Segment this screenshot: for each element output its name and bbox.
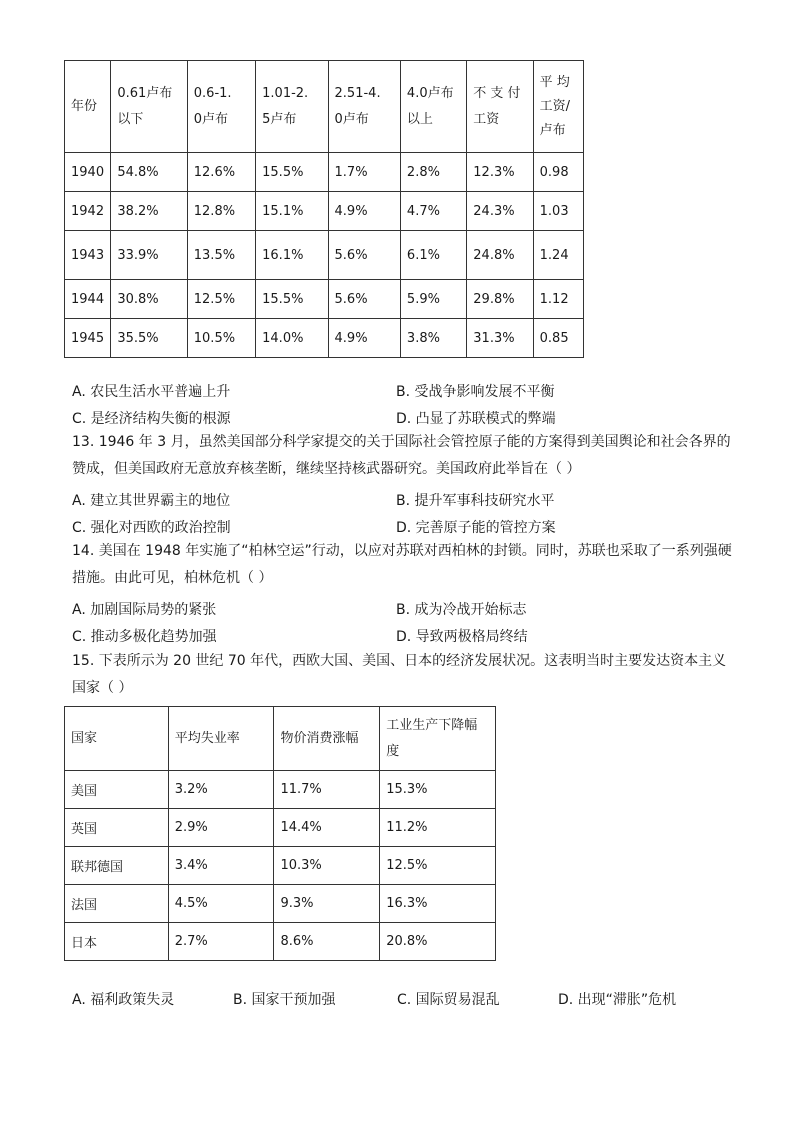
table-cell: 0.85	[533, 319, 583, 358]
table-cell: 1942	[65, 192, 111, 231]
table-cell: 2.9%	[168, 809, 274, 847]
q12-option-d[interactable]: D. 凸显了苏联模式的弊端	[396, 411, 556, 427]
table-row	[65, 153, 584, 192]
table-cell: 35.5%	[111, 319, 187, 358]
table-cell: 8.6%	[274, 923, 380, 961]
table-header-row	[65, 707, 496, 771]
table-cell: 5.6%	[328, 280, 400, 319]
header-line: 平 均	[539, 74, 570, 90]
table-cell: 24.8%	[467, 231, 533, 280]
q13-option-b[interactable]: B. 提升军事科技研究水平	[396, 493, 555, 509]
q12-options-row-1	[72, 381, 772, 405]
table-cell: 英国	[65, 809, 169, 847]
q13-stem: 13. 1946 年 3 月，虽然美国部分科学家提交的关于国际社会管控原子能的方案得到美国舆论和社会各界的赞成，但美国政府无意放弃核垄断，继续坚持核武器研究。美国政府此举旨在（ ）	[72, 434, 731, 477]
header-line: 卢布	[539, 122, 566, 138]
table-cell: 联邦德国	[65, 847, 169, 885]
header-cell	[328, 61, 400, 153]
header-line: 0.61卢布	[117, 85, 173, 101]
q15-option-a[interactable]: A. 福利政策失灵	[72, 992, 175, 1008]
table-cell: 1.03	[533, 192, 583, 231]
table-cell: 11.7%	[274, 771, 380, 809]
header-line: 物价消费涨幅	[280, 730, 359, 746]
q15-option-b[interactable]: B. 国家干预加强	[233, 992, 336, 1008]
table-header-row	[65, 61, 584, 153]
table-cell: 1.24	[533, 231, 583, 280]
table-cell: 2.8%	[400, 153, 466, 192]
table-cell: 11.2%	[380, 809, 496, 847]
table-cell: 15.5%	[256, 153, 328, 192]
table-row	[65, 771, 496, 809]
header-line: 工业生产下降幅	[386, 717, 478, 733]
header-cell	[274, 707, 380, 771]
table-row	[65, 847, 496, 885]
table-cell: 1.12	[533, 280, 583, 319]
q12-option-c[interactable]: C. 是经济结构失衡的根源	[72, 411, 231, 427]
table-cell: 美国	[65, 771, 169, 809]
header-cell	[111, 61, 187, 153]
table-row	[65, 923, 496, 961]
table-row	[65, 280, 584, 319]
table-cell: 54.8%	[111, 153, 187, 192]
q14-option-b[interactable]: B. 成为冷战开始标志	[396, 602, 527, 618]
table-cell: 3.8%	[400, 319, 466, 358]
table-cell: 15.3%	[380, 771, 496, 809]
header-line: 国家	[71, 730, 98, 746]
header-line: 0卢布	[334, 111, 369, 127]
table-cell: 9.3%	[274, 885, 380, 923]
header-line: 1.01-2.	[262, 85, 309, 101]
q15-option-c[interactable]: C. 国际贸易混乱	[397, 992, 500, 1008]
table-cell: 10.5%	[187, 319, 255, 358]
table-row	[65, 809, 496, 847]
q14-options-row-2	[72, 626, 772, 650]
table-row	[65, 319, 584, 358]
table-cell: 30.8%	[111, 280, 187, 319]
q13-option-c[interactable]: C. 强化对西欧的政治控制	[72, 520, 231, 536]
table-cell: 6.1%	[400, 231, 466, 280]
q13-options-row-1	[72, 490, 772, 514]
table-cell: 12.3%	[467, 153, 533, 192]
table-cell: 33.9%	[111, 231, 187, 280]
header-line: 以下	[117, 111, 144, 127]
table-cell: 1945	[65, 319, 111, 358]
q14-stem: 14. 美国在 1948 年实施了“柏林空运”行动，以应对苏联对西柏林的封锁。同时，苏联也采取了一系列强硬措施。由此可见，柏林危机（ ）	[72, 543, 732, 586]
table-cell: 16.3%	[380, 885, 496, 923]
q15-option-d[interactable]: D. 出现“滞胀”危机	[558, 992, 677, 1008]
table-cell: 31.3%	[467, 319, 533, 358]
table-cell: 5.6%	[328, 231, 400, 280]
header-line: 度	[386, 743, 400, 759]
table-cell: 4.9%	[328, 192, 400, 231]
header-cell	[400, 61, 466, 153]
header-cell	[256, 61, 328, 153]
q15-options-row	[72, 989, 772, 1013]
header-cell	[187, 61, 255, 153]
table-cell: 日本	[65, 923, 169, 961]
header-line: 工资	[473, 111, 500, 127]
table-cell: 12.5%	[380, 847, 496, 885]
table-cell: 16.1%	[256, 231, 328, 280]
table-cell: 14.4%	[274, 809, 380, 847]
header-line: 2.51-4.	[334, 85, 381, 101]
table-row	[65, 192, 584, 231]
table-cell: 15.1%	[256, 192, 328, 231]
table-cell: 1944	[65, 280, 111, 319]
q14-option-a[interactable]: A. 加剧国际局势的紧张	[72, 602, 217, 618]
table-cell: 4.7%	[400, 192, 466, 231]
table-row	[65, 231, 584, 280]
table-cell: 5.9%	[400, 280, 466, 319]
header-line: 不 支 付	[473, 85, 521, 101]
q14-option-c[interactable]: C. 推动多极化趋势加强	[72, 629, 217, 645]
q13-option-d[interactable]: D. 完善原子能的管控方案	[396, 520, 556, 536]
economy-1970s-table	[64, 706, 496, 961]
table-cell: 15.5%	[256, 280, 328, 319]
table-cell: 12.5%	[187, 280, 255, 319]
q14-options-row-1	[72, 599, 772, 623]
header-line: 0.6-1.	[193, 85, 232, 101]
table-cell: 13.5%	[187, 231, 255, 280]
table-cell: 0.98	[533, 153, 583, 192]
table-cell: 38.2%	[111, 192, 187, 231]
table-cell: 3.4%	[168, 847, 274, 885]
table-cell: 1.7%	[328, 153, 400, 192]
table-cell: 1943	[65, 231, 111, 280]
q13-option-a[interactable]: A. 建立其世界霸主的地位	[72, 493, 231, 509]
header-line: 5卢布	[262, 111, 297, 127]
table-cell: 3.2%	[168, 771, 274, 809]
table-cell: 2.7%	[168, 923, 274, 961]
header-cell	[168, 707, 274, 771]
header-line: 工资/	[539, 98, 571, 114]
table-cell: 14.0%	[256, 319, 328, 358]
header-cell	[65, 707, 169, 771]
table-cell: 10.3%	[274, 847, 380, 885]
table-row	[65, 885, 496, 923]
header-line: 平均失业率	[174, 730, 240, 746]
header-cell	[533, 61, 583, 153]
q15-stem: 15. 下表所示为 20 世纪 70 年代，西欧大国、美国、日本的经济发展状况。这表明当时主要发达资本主义国家（ ）	[72, 653, 727, 696]
table-cell: 4.5%	[168, 885, 274, 923]
header-line: 以上	[406, 111, 433, 127]
table-cell: 24.3%	[467, 192, 533, 231]
table-cell: 12.6%	[187, 153, 255, 192]
header-line: 0卢布	[193, 111, 229, 127]
table-cell: 法国	[65, 885, 169, 923]
q12-option-a[interactable]: A. 农民生活水平普遍上升	[72, 384, 231, 400]
table-cell: 12.8%	[187, 192, 255, 231]
header-line: 4.0卢布	[406, 85, 454, 101]
table-cell: 4.9%	[328, 319, 400, 358]
header-line: 年份	[71, 98, 98, 114]
table-cell: 29.8%	[467, 280, 533, 319]
table-cell: 20.8%	[380, 923, 496, 961]
q12-option-b[interactable]: B. 受战争影响发展不平衡	[396, 384, 555, 400]
table-cell: 1940	[65, 153, 111, 192]
header-cell	[467, 61, 533, 153]
q14-option-d[interactable]: D. 导致两极格局终结	[396, 629, 528, 645]
header-cell	[65, 61, 111, 153]
wage-distribution-table	[64, 60, 584, 358]
header-cell	[380, 707, 496, 771]
